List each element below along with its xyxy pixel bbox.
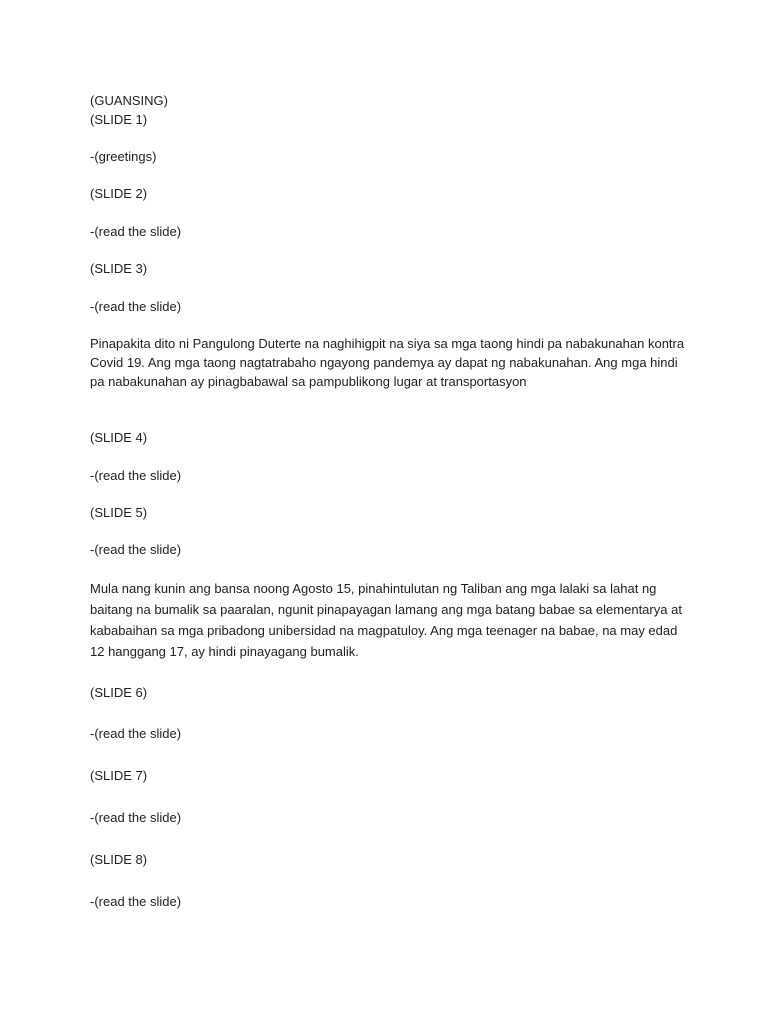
slide-heading: (SLIDE 3): [90, 261, 148, 276]
slide-heading: (SLIDE 6): [90, 685, 148, 700]
slide-note: -(read the slide): [90, 726, 182, 741]
slide-note: -(greetings): [90, 149, 157, 164]
slide-note: -(read the slide): [90, 810, 182, 825]
slide-note: -(read the slide): [90, 894, 182, 909]
document-header: (GUANSING): [90, 93, 168, 108]
body-paragraph: Pinapakita dito ni Pangulong Duterte na naghihigpit na siya sa mga taong hindi pa nabakunahan kontra Covid 19. Ang mga taong nagtatrabaho ngayong pandemya ay dapat ng nabakunahan. Ang mga hindi pa nabakunahan ay pinagbabawal sa pampublikong lugar at transportasyon: [90, 336, 685, 389]
slide-note: -(read the slide): [90, 224, 182, 239]
slide-heading: (SLIDE 8): [90, 852, 148, 867]
slide-note: -(read the slide): [90, 468, 182, 483]
slide-heading: (SLIDE 2): [90, 186, 148, 201]
slide-note: -(read the slide): [90, 299, 182, 314]
slide-note: -(read the slide): [90, 542, 182, 557]
slide-heading: (SLIDE 4): [90, 430, 148, 445]
slide-heading: (SLIDE 1): [90, 112, 148, 127]
body-paragraph: Mula nang kunin ang bansa noong Agosto 15, pinahintulutan ng Taliban ang mga lalaki sa lahat ng baitang na bumalik sa paaralan, ngunit pinapayagan lamang ang mga batang babae sa elementarya at kababaihan sa mga pribadong unibersidad na magpatuloy. Ang mga teenager na babae, na may edad 12 hanggang 17, ay hindi pinayagang bumalik.: [90, 581, 682, 659]
slide-heading: (SLIDE 7): [90, 768, 148, 783]
slide-heading: (SLIDE 5): [90, 505, 148, 520]
